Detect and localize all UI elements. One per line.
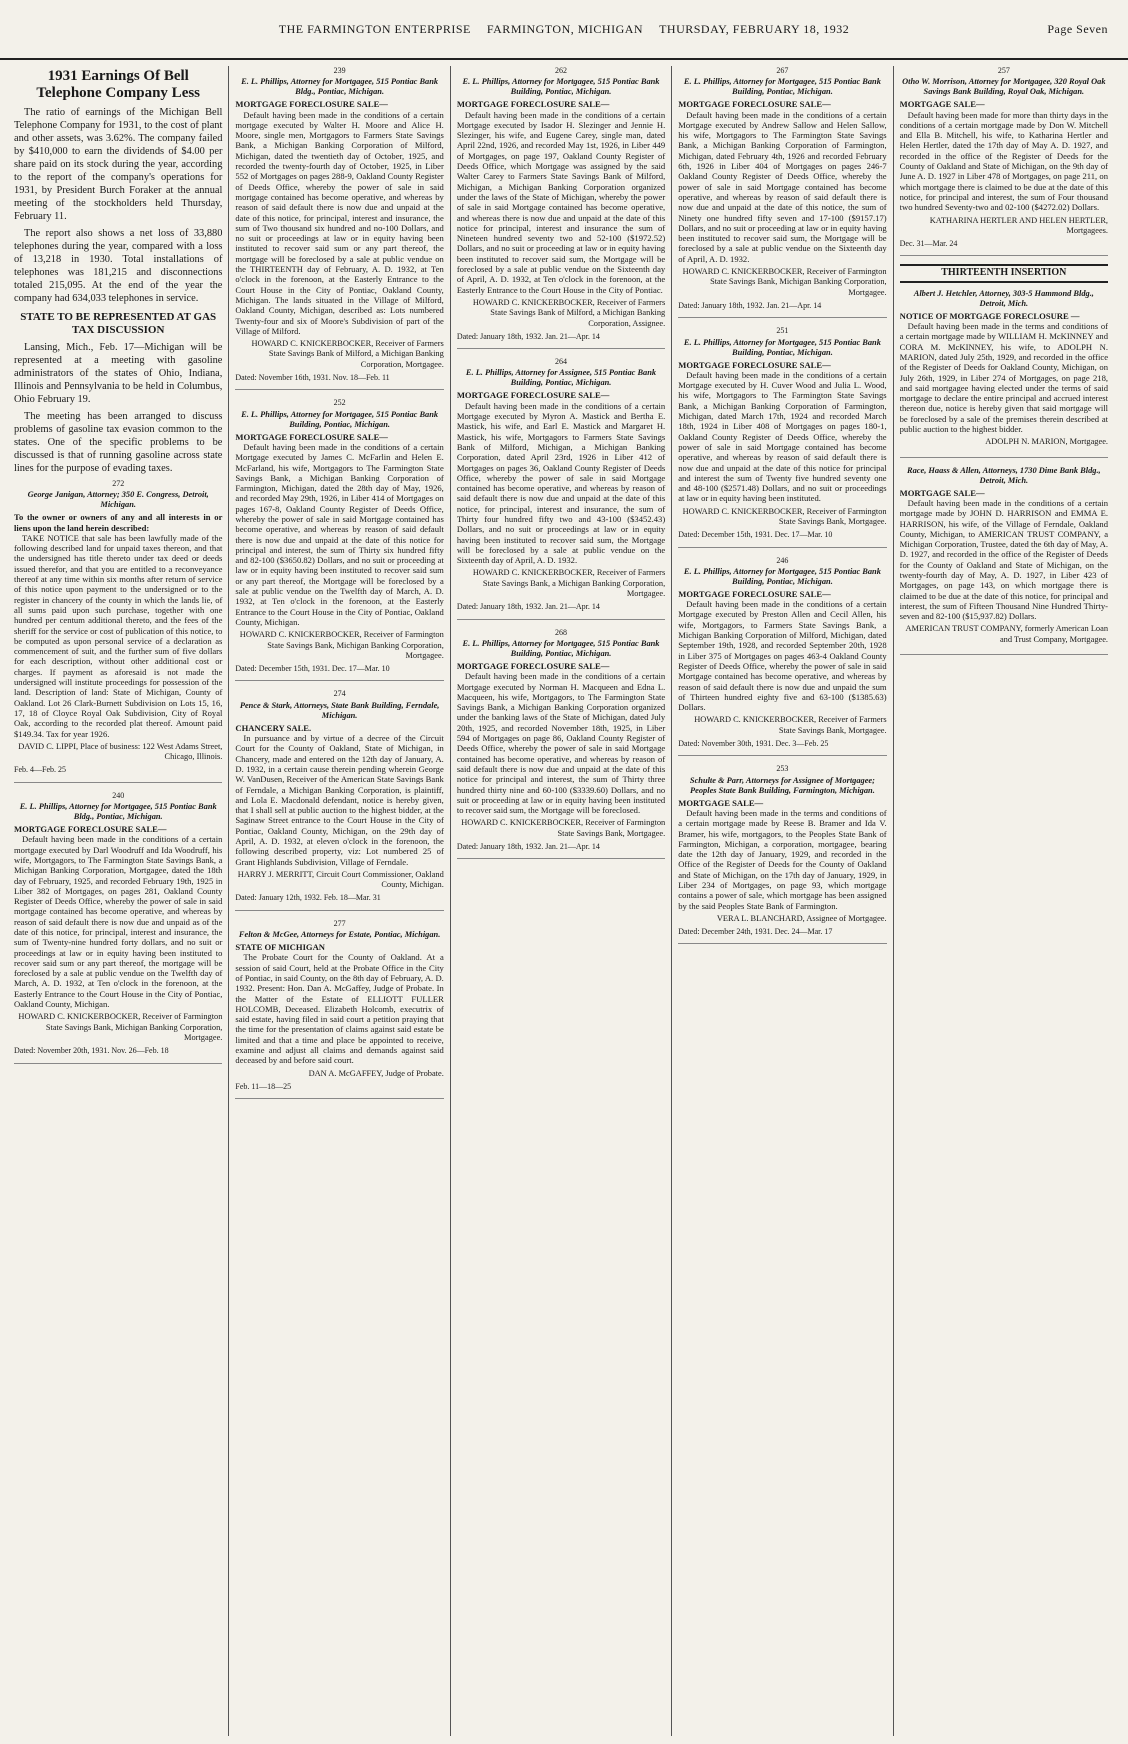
notice-number: 257: [997, 66, 1010, 75]
notice-dates: Dated: January 18th, 1932. Jan. 21—Apr. 14: [456, 602, 600, 612]
notice-text: Default having been made in the conditions of a certain Mortgage executed by Isador H. Slezinger and Jennie H. Slezinger, his wife, and Eugene Carey, single man, dated April 22nd, 1926, and recorded May 1st, 1926, in Liber 449 of Mortgages, on page 197, Oakland County Register of Deeds Office, which Mortgage was assigned by the said Walter Carey to Farmers State Savings Bank of Milford, Michigan, a Michigan Banking Corporation organized under the laws of the State of Michigan, whereby the power of sale in said Mortgage contained has become operative, and whereas there is now due and unpaid at the date of this notice for principal, interest and insurance the sum of Nineteen hundred seventy two and 52-100 ($1972.52) Dollars, and no suit or proceeding at law or in equity having been instituted to recover said sum, the Mortgage will be foreclosed by a sale at public vendue on the Sixteenth day of April, A. D. 1932, at Ten o'clock in the forenoon, at the Easterly Entrance to the Court House in the City of Pontiac.: [456, 109, 666, 295]
legal-notice: [678, 326, 886, 547]
article-bell-paragraph: The ratio of earnings of the Michigan Bell Telephone Company for 1931, to the cost of plant and other assets, was 3.62%. The company failed by $410,000 to earn the dividends of $4.00 per share paid on its stock during the year, according to the report of the company's operations for 1931, by President Burch Foraker at the annual meeting of the stockholders held Thursday, February 11.: [14, 107, 223, 222]
notice-text: Default having been made in the conditions of a certain Mortgage executed by Norman H. Macqueen and Edna L. Macqueen, his wife, Mortgagors, to The Farmington State Savings Bank, a Michigan Banking Corporation organized under the banking laws of the State of Michigan, dated July 20th, 1925, and recorded November 18th, 1925, in Liber 594 of Mortgages on page 86, Oakland County Register of Deeds Office, whereby the power of sale in said Mortgage contained has become operative, and whereas by reason of said default there is now due and unpaid at the date of this notice for principal and interest, the sum of Thirty three hundred thirty nine and 60-100 ($3339.60) Dollars, and no suit or proceeding at law or in equity having been instituted to recover said sum, the Mortgage will be foreclosed.: [456, 671, 666, 816]
notice-caption: MORTGAGE FORECLOSURE SALE—: [678, 588, 831, 599]
notice-dates: Dated: January 18th, 1932. Jan. 21—Apr. 14: [678, 300, 822, 310]
notice-attorney: E. L. Phillips, Attorney for Mortgagee, 515 Pontiac Bank Building, Pontiac, Michigan.: [462, 77, 660, 97]
notice-text: Default having been made in the conditions of a certain mortgage made by JOHN D. HARRISON and EMMA E. HARRISON, his wife, of the Village of Ferndale, Oakland County, Michigan, to AMERICAN TRUST COMPANY, a Michigan Corporation, Trustee, dated the 6th day of May, A. D. 1927, and recorded in the office of the Register of Deeds for the County of Oakland and State of Michigan, on the twenty-fourth day of May, A. D. 1927, in Liber 423 of Mortgages, on page 143, on which mortgage there is claimed to be due at the date of this notice, for principal and interest, the sum of Fifteen Thousand Nine Hundred Thirty-seven and 82-100 ($15,937.82) Dollars.: [899, 497, 1109, 622]
notice-dates: Dated: January 18th, 1932. Jan. 21—Apr. 14: [456, 842, 600, 851]
legal-notice: [900, 466, 1108, 655]
notice-dates: Dated: December 15th, 1931. Dec. 17—Mar. 10: [235, 664, 390, 674]
notice-dates: Feb. 4—Feb. 25: [14, 765, 66, 775]
notice-attorney: Schulte & Parr, Attorneys for Assignee of Mortgagee; Peoples State Bank Building, Farmington, Michigan.: [689, 775, 875, 795]
notice-caption: MORTGAGE SALE—: [899, 487, 985, 498]
notice-number: 267: [776, 66, 789, 75]
notice-signature: HOWARD C. KNICKERBOCKER, Receiver of Farmington State Savings Bank, Michigan Banking Corporation, Mortgagee.: [239, 630, 444, 660]
notice-caption: To the owner or owners of any and all interests in or liens upon the land herein described:: [14, 512, 223, 533]
notice-number: 253: [776, 764, 789, 774]
legal-notice: [14, 479, 222, 783]
notice-signature: HOWARD C. KNICKERBOCKER, Receiver of Farmington State Savings Bank, Mortgagee.: [461, 818, 666, 838]
notice-text: Default having been made in the conditions of a certain Mortgage executed by Andrew Sallow and Helen Sallow, his wife, Mortgagors to The Farmington State Savings Bank, a Michigan Banking Corporation of Farmington, Michigan, dated February 4th, 1926 and recorded February 6th, 1926 in Liber 404 of Mortgages on pages 246-7 Oakland County Register of Deeds Office, whereby the power of sale in said Mortgage contained has become operative, and whereas by reason of said default there is now due and unpaid at the date of this notice, the sum of Ninety one hundred fifty seven and 17-100 ($9157.17) Dollars, and no suit or proceeding at law or in equity having been instituted to recover said sum, the Mortgage will be foreclosed by a sale at public vendue on the Sixteenth day of April, A. D. 1932.: [678, 109, 887, 264]
legal-notice: [678, 764, 886, 944]
notice-text: Default having been made in the conditions of a certain Mortgage executed by H. Cuver Wood and Julia L. Wood, his wife, Mortgagors to The Farmington State Savings Bank, a Michigan Banking Corporation of Farmington, Michigan, dated March 17th, 1924 and recorded March 18th, 1924 in Liber 408 of Mortgages on pages 180-1, Oakland County Register of Deeds Office, whereby the power of sale in said Mortgage contained has become operative, and whereas by reason of said default there is now due and unpaid at the date of this notice for principal and interest the sum of Twenty five hundred seventy one and 48-100 ($2571.48) Dollars, and no suit or proceedings at law or in equity having been instituted.: [678, 369, 887, 504]
notice-signature: HOWARD C. KNICKERBOCKER, Receiver of Farmington State Savings Bank, Michigan Banking Corporation, Mortgagee.: [682, 267, 887, 297]
article-gas-paragraph: The meeting has been arranged to discuss problems of gasoline tax evasion common to the states. One of the specific problems to be discussed is that of running gasoline across state lines for the purpose of evading taxes.: [14, 411, 223, 474]
notice-attorney: E. L. Phillips, Attorney for Mortgagee, 515 Pontiac Bank Building, Pontiac, Michigan.: [241, 409, 439, 429]
notice-attorney: E. L. Phillips, Attorney for Assignee, 515 Pontiac Bank Building, Pontiac, Michigan.: [465, 368, 657, 388]
legal-notice: [235, 66, 443, 390]
column-5: [900, 66, 1114, 1736]
notice-number: 264: [555, 357, 568, 367]
notice-caption: MORTGAGE FORECLOSURE SALE—: [456, 660, 610, 671]
notice-caption: MORTGAGE FORECLOSURE SALE—: [235, 99, 388, 110]
legal-notice: [900, 289, 1108, 458]
notice-signature: HOWARD C. KNICKERBOCKER, Receiver of Farmers State Savings Bank of Milford, a Michigan Banking Corporation, Mortgagee.: [251, 339, 444, 369]
notice-attorney: Race, Haass & Allen, Attorneys, 1730 Dime Bank Bldg., Detroit, Mich.: [907, 465, 1101, 485]
legal-notice: [900, 66, 1108, 256]
notice-dates: Dated: December 15th, 1931. Dec. 17—Mar. 10: [678, 530, 833, 540]
notice-number: 251: [776, 326, 789, 336]
notice-attorney: E. L. Phillips, Attorney for Mortgagee, 515 Pontiac Bank Building, Pontiac, Michigan.: [462, 638, 660, 658]
notice-caption: MORTGAGE FORECLOSURE SALE—: [678, 359, 831, 370]
notice-number: 262: [555, 66, 568, 75]
masthead: [0, 0, 1128, 60]
notice-caption: MORTGAGE FORECLOSURE SALE—: [456, 99, 610, 110]
notice-number: 277: [333, 918, 346, 928]
legal-notice: [457, 628, 665, 860]
notice-attorney: Albert J. Hetchler, Attorney, 303-5 Hammond Bldg., Detroit, Mich.: [913, 288, 1094, 308]
notice-text: In pursuance and by virtue of a decree of the Circuit Court for the County of Oakland, State of Michigan, in Chancery, made and entered on the 12th day of January, A. D. 1932, in a certain cause therein pending wherein George W. VanDusen, Receiver of the American State Savings Bank of Ferndale, a Michigan Banking Corporation, is plaintiff, and Lola E. Macdonald defendant, notice is hereby given, that I shall sell at public auction to the highest bidder, at the Saginaw Street entrance to the Court House in the City of Pontiac, Oakland County, Michigan, on the 29th day of April, A. D. 1932, at eleven o'clock in the forenoon, the following described property, viz: Lot numbered 25 of Grant Highlands Subdivision, Village of Ferndale.: [235, 733, 444, 867]
notice-attorney: Pence & Stark, Attorneys, State Bank Building, Ferndale, Michigan.: [239, 700, 440, 720]
article-bell-headline: 1931 Earnings Of Bell Telephone Company Less: [36, 68, 201, 101]
notice-dates: Feb. 11—18—25: [235, 1081, 292, 1091]
notice-dates: Dated: January 18th, 1932. Jan. 21—Apr. 14: [456, 331, 600, 341]
notice-text: Default having been made in the conditions of a certain Mortgage executed by James C. McFarlin and Helen E. McFarland, his wife, Mortgagors to The Farmington State Savings Bank, a Michigan Banking Corporation of Farmington, Michigan, dated the 28th day of May, 1926, and recorded May 29th, 1926, in Liber 414 of Mortgages on pages 167-8, Oakland County Register of Deeds Office, whereby the power of sale in said Mortgage contained has become operative, and whereas by reason of said default there is now due and unpaid at the date of this notice for principal and interest, the sum of Thirty six hundred fifty and 82-100 ($3650.82) Dollars, and no suit or proceeding at law or in equity having been instituted to recover said sum or any part thereof, the Mortgage will be foreclosed by a sale at public vendue on the Twelfth day of March, A. D. 1932, at Ten o'clock in the forenoon, at the Easterly Entrance to the Court House in the City of Pontiac, Oakland County, Michigan.: [235, 441, 444, 627]
notice-attorney: E. L. Phillips, Attorney for Mortgagee, 515 Pontiac Bank Building, Pontiac, Michigan.: [683, 566, 881, 586]
notice-signature: HOWARD C. KNICKERBOCKER, Receiver of Farmers State Savings Bank, a Michigan Banking Corporation, Mortgagee.: [472, 568, 666, 599]
notice-text: Default having been made in the conditions of a certain Mortgage executed by Myron A. Mastick and Bertha E. Mastick, his wife, and Earl E. Mastick and Margaret H. Mastick, his wife, Mortgagors to Farmers State Savings Bank of Milford, Michigan, a Michigan Banking Corporation, dated April 23rd, 1926 in Liber 412 of Mortgages on pages 36, Oakland County Register of Deeds Office, whereby the power of sale in said Mortgage contained has become operative, and whereas by reason of said default there is now due and unpaid at the date of this notice, for principal, interest and insurance, the sum of Thirty four hundred fifty two and 43-100 ($3452.43) Dollars, and no suit or proceedings at law or in equity having been instituted to recover said sum, the Mortgage will be foreclosed by a sale at public vendue on the Sixteenth day of April, A. D. 1932.: [456, 400, 666, 566]
legal-notice: [235, 398, 443, 681]
column-2: [235, 66, 450, 1736]
notice-text: TAKE NOTICE that sale has been lawfully made of the following described land for unpaid taxes thereon, and that the undersigned has title thereto under tax deed or deeds issued therefor, and that you are entitled to a reconveyance thereof at any time within six months after return of service of this notice upon payment to the undersigned or to the register in chancery of the county in which the lands lie, of all sums paid upon such purchase, together with one hundred per centum additional thereto, and the fees of the sheriff for the service or cost of publication of this notice, to be computed as upon personal service of a declaration as commencement of suit, and the further sum of five dollars for each description, without other additional cost or charges. If payment as aforesaid is not made the undersigned will institute proceedings for possession of the land. Description of land: State of Michigan, County of Oakland. Lot 26 Clark-Burnett Subdivision on Lots 15, 16, 17, 18 of Cloyce Royal Oak Subdivision, City of Royal Oak, according to the recorded plat thereof. Amount paid $149.34. Tax for year 1926.: [14, 532, 223, 739]
legal-notice: [678, 66, 886, 318]
notice-dates: Dated: November 30th, 1931. Dec. 3—Feb. 25: [678, 739, 829, 749]
paper-name: THE FARMINGTON ENTERPRISE: [278, 21, 471, 36]
legal-notice: [235, 689, 443, 910]
notice-number: 252: [333, 398, 346, 408]
notice-caption: MORTGAGE FORECLOSURE SALE—: [456, 390, 610, 401]
notice-text: Default having been made for more than thirty days in the conditions of a certain mortgage made by Don W. Mitchell and Ella B. Mitchell, his wife, to Katharina Hertler and Helen Hertler, dated the 17th day of May A. D. 1927, and recorded in the office of the Register of Deeds for the County of Oakland and State of Michigan, on the 9th day of June A. D. 1927 in Liber 478 of Mortgages, on page 211, on which mortgage there is claimed to be due at the date of this notice, for principal and interest, the sum of Four thousand two hundred Seventy-two and 02-100 ($4272.02) Dollars.: [899, 109, 1109, 213]
notice-number: 239: [333, 66, 346, 75]
legal-notice: [457, 357, 665, 620]
notice-number: 274: [333, 689, 346, 699]
legal-notice: [14, 791, 222, 1064]
notice-text: Default having been made in the conditions of a certain mortgage executed by Darl Woodruff and Ida Woodruff, his wife, Mortgagors, to The Farmington State Savings Bank, a Michigan Banking Corporation, Mortgagee, dated the 18th day of February, 1925, and recorded February 19th, 1925 in Liber 382 of Mortgages, on pages 281, Oakland County Register of Deeds Office, whereby the power of sale in said mortgage contained has become operative, and whereas by reason of said default there is now due and unpaid as of the date of this notice, for principal, interest and insurance, the sum of Twenty-nine hundred forty dollars, and no suit or proceedings at law or in equity having been instituted to recover said sum or any part thereof, the mortgage will be foreclosed by a sale at public vendue on the Twelfth day of March, A. D. 1932, at Ten o'clock in the forenoon, at the Easterly Entrance to the Court House in the City of Pontiac, Oakland County, Michigan.: [14, 834, 223, 1010]
notice-number: 272: [112, 479, 125, 488]
notice-text: The Probate Court for the County of Oakland. At a session of said Court, held at the Probate Office in the City of Pontiac, in said County, on the 8th day of February, A. D. 1932. Present: Hon. Dan A. McGaffey, Judge of Probate. In the Matter of the Estate of ELLIOTT FULLER HOLCOMB, Deceased. Elizabeth Holcomb, executrix of said estate, having filed in said court a petition praying that the time for the presentation of claims against said estate be limited and that a time and place be appointed to receive, examine and adjust all claims and demands against said deceased by and before said court.: [235, 952, 444, 1066]
notice-caption: MORTGAGE FORECLOSURE SALE—: [235, 431, 388, 442]
notice-signature: DAN A. McGAFFEY, Judge of Probate.: [308, 1068, 444, 1078]
notice-attorney: Felton & McGee, Attorneys for Estate, Pontiac, Michigan.: [238, 930, 441, 940]
notice-caption: MORTGAGE FORECLOSURE SALE—: [14, 824, 167, 835]
columns: [14, 66, 1114, 1736]
notice-attorney: E. L. Phillips, Attorney for Mortgagee, 515 Pontiac Bank Building, Pontiac, Michigan.: [683, 337, 881, 357]
legal-notice: [678, 556, 886, 757]
notice-number: 240: [112, 790, 125, 800]
column-1: [14, 66, 229, 1736]
notice-caption: MORTGAGE FORECLOSURE SALE—: [678, 99, 831, 110]
notice-signature: HOWARD C. KNICKERBOCKER, Receiver of Farmers State Savings Bank, Mortgagee.: [694, 715, 887, 735]
notice-signature: HARRY J. MERRITT, Circuit Court Commissioner, Oakland County, Michigan.: [237, 869, 444, 890]
notice-caption: MORTGAGE SALE—: [899, 99, 985, 110]
notice-number: 246: [776, 555, 789, 565]
notice-caption: CHANCERY SALE.: [235, 722, 312, 733]
notice-text: Default having been made in the conditions of a certain Mortgage executed by Preston Allen and Cecil Allen, his wife, Mortgagors, to Farmers State Savings Bank, a Michigan Banking Corporation of Milford, Michigan, dated September 19th, 1928, and recorded September 20th, 1928 in Liber 375 of Mortgages on pages 463-4 Oakland County Register of Deeds Office, whereby the power of sale in said Mortgage contained has become operative, and whereas by reason of said default there is now due and unpaid the sum of Thirteen hundred eighty five and 63-100 ($1385.63) Dollars.: [678, 599, 887, 713]
article-bell-paragraph: The report also shows a net loss of 33,880 telephones during the year, compared with a loss of 13,218 in 1930. Total installations of telephones was 181,215 and disconnections totaled 215,095. At the end of the year the company had 634,033 telephones in service.: [14, 228, 223, 304]
notice-signature: KATHARINA HERTLER AND HELEN HERTLER, Mortgagees.: [929, 215, 1109, 235]
article-gas-headline: STATE TO BE REPRESENTED AT GAS TAX DISCUSSION: [20, 311, 217, 336]
notice-attorney: E. L. Phillips, Attorney for Mortgagee, 515 Pontiac Bank Bldg., Pontiac, Michigan.: [241, 77, 439, 97]
column-4: [678, 66, 893, 1736]
notice-attorney: E. L. Phillips, Attorney for Mortgagee, 515 Pontiac Bank Building, Pontiac, Michigan.: [683, 77, 881, 97]
legal-notice: [457, 66, 665, 349]
notice-caption: NOTICE OF MORTGAGE FORECLOSURE —: [899, 310, 1080, 321]
notice-caption: STATE OF MICHIGAN: [235, 942, 326, 953]
notice-attorney: E. L. Phillips, Attorney for Mortgagee, 515 Pontiac Bank Bldg., Pontiac, Michigan.: [19, 802, 217, 822]
column-3: [457, 66, 672, 1736]
page-number: Page Seven: [1047, 22, 1108, 36]
notice-dates: Dated: November 16th, 1931. Nov. 18—Feb. 11: [235, 373, 390, 383]
notice-dates: Dated: November 20th, 1931. Nov. 26—Feb. 18: [14, 1046, 169, 1056]
paper-city: FARMINGTON, MICHIGAN: [486, 21, 644, 36]
legal-notice: [235, 919, 443, 1099]
notice-dates: Dec. 31—Mar. 24: [899, 239, 958, 249]
notice-signature: ADOLPH N. MARION, Mortgagee.: [985, 437, 1109, 447]
notice-text: Default having been made in the terms and conditions of a certain mortgage made by WILLIAM H. McKINNEY and CORA M. McKINNEY, his wife, to ADOLPH N. MARION, dated July 25th, 1929, and recorded in the office of the Register of Deeds for Oakland County, Michigan, on July 26th, 1929, in Liber 274 of Mortgages, on page 218, and said mortgagee having elected under the terms of said mortgage to declare the entire principal and accrued interest thereon due, notice is hereby given that said mortgage will be foreclosed by a sale of the premises therein described at public auction to the highest bidder.: [899, 321, 1109, 435]
notice-text: Default having been made in the conditions of a certain mortgage executed by Walter H. Moore and Alice H. Moore, single men, Mortgagors to Farmers State Savings Bank, a Michigan Banking Corporation of Milford, Michigan, dated the twentieth day of October, 1925, and recorded the twenty-fourth day of October, 1925, in Liber 552 of Mortgages on pages 288-9, Oakland County Register of Deeds Office, whereby the power of sale in said mortgage contained has become operative, and whereas by reason of said default there is now due and unpaid at the date of this notice, for principal, interest and insurance, the sum of Two thousand six hundred and no-100 Dollars, and no suit or proceedings at law or in equity having been instituted to recover said sum or any part thereof, the mortgage will be foreclosed by a sale at public vendue on the THIRTEENTH day of February, A. D. 1932, at Ten o'clock in the forenoon, at the Easterly Entrance to the Court House in the City of Pontiac, Oakland County, Michigan. The lands situated in the Village of Milford, Oakland County, Michigan, described as: Lots numbered Twenty-four and six of Moore's Subdivision of part of the Village of Milford.: [235, 109, 444, 336]
notice-signature: HOWARD C. KNICKERBOCKER, Receiver of Farmers State Savings Bank of Milford, a Michigan Banking Corporation, Assignee.: [472, 297, 666, 328]
notice-signature: VERA L. BLANCHARD, Assignee of Mortgagee.: [716, 913, 887, 923]
notice-number: 268: [555, 627, 568, 637]
paper-date: THURSDAY, FEBRUARY 18, 1932: [659, 21, 850, 36]
notice-attorney: George Janigan, Attorney; 350 E. Congress, Detroit, Michigan.: [27, 490, 209, 510]
notice-dates: Dated: December 24th, 1931. Dec. 24—Mar. 17: [678, 927, 833, 937]
notice-signature: HOWARD C. KNICKERBOCKER, Receiver of Farmington State Savings Bank, Michigan Banking Corporation, Mortgagee.: [18, 1012, 223, 1042]
notice-caption: MORTGAGE SALE—: [678, 797, 764, 808]
article-gas-paragraph: Lansing, Mich., Feb. 17—Michigan will be represented at a meeting with gasoline administrators of the states of Ohio, Indiana, Illinois and Pennsylvania to be held in Columbus, Ohio February 19.: [14, 342, 223, 405]
notice-signature: AMERICAN TRUST COMPANY, formerly American Loan and Trust Company, Mortgagee.: [905, 624, 1109, 644]
notice-attorney: Otho W. Morrison, Attorney for Mortgagee, 320 Royal Oak Savings Bank Building, Royal Oak, Michigan.: [902, 77, 1106, 97]
thirteenth-insertion-banner: THIRTEENTH INSERTION: [900, 264, 1108, 282]
notice-signature: HOWARD C. KNICKERBOCKER, Receiver of Farmington State Savings Bank, Mortgagee.: [682, 506, 887, 526]
notice-dates: Dated: January 12th, 1932. Feb. 18—Mar. 31: [235, 893, 381, 903]
notice-text: Default having been made in the terms and conditions of a certain mortgage made by Reese B. Bramer and Ida V. Bramer, his wife, mortgagors, to the Peoples State Bank of Farmington, Michigan, a corporation, mortgagee, bearing date the 12th day of January, 1929, and recorded in the Office of the Register of Deeds for the County of Oakland and State of Michigan, on the 17th day of January, 1929, in Liber 234 of Mortgages, on page 93, which mortgage contains a power of sale, which mortgage has been assigned by the said Peoples State Bank of Farmington.: [678, 807, 887, 911]
notice-signature: DAVID C. LIPPI, Place of business: 122 West Adams Street, Chicago, Illinois.: [18, 741, 223, 762]
